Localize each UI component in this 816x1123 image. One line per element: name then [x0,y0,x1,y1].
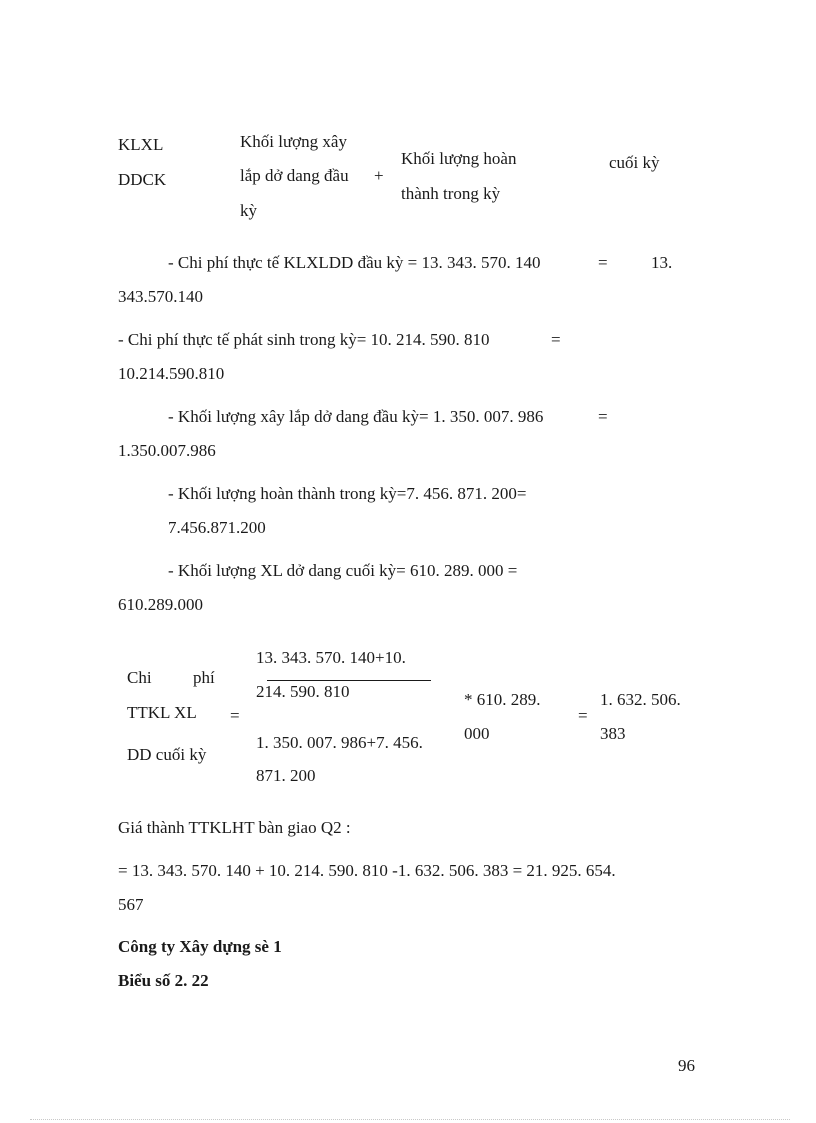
item-2-line2: 10.214.590.810 [118,364,225,383]
item-3-eq: = [598,407,608,426]
item-4-line2: 7.456.871.200 [168,518,266,537]
item-1-line2: 343.570.140 [118,287,203,306]
calc-result-line1: 1. 632. 506. [600,690,681,709]
calc-label-ttkl: TTKL XL [127,703,197,722]
gia-thanh-line2: 567 [118,895,144,914]
item-4-line1: - Khối lượng hoàn thành trong kỳ=7. 456. 871. 200= [168,484,527,503]
item-2-line1: - Chi phí thực tế phát sinh trong kỳ= 10. 214. 590. 810 [118,330,490,349]
calc-denominator-line2: 871. 200 [256,766,316,785]
formula-term1-line2: lắp dở dang đầu [240,166,349,185]
calc-multiplier-line1: * 610. 289. [464,690,541,709]
fraction-bar [267,680,431,681]
item-1-eq: = [598,253,608,272]
formula-term1-line1: Khối lượng xây [240,132,347,151]
formula-term2-line2: thành trong kỳ [401,184,501,203]
item-1-value-head: 13. [651,253,673,272]
company-heading: Công ty Xây dựng sè 1 [118,937,282,956]
formula-term2-line1: Khối lượng hoàn [401,149,517,168]
page-number: 96 [678,1056,695,1075]
formula-tail: cuối kỳ [609,153,660,172]
calc-label-chi: Chi [127,668,152,687]
formula-term1-line3: kỳ [240,201,257,220]
gia-thanh-label: Giá thành TTKLHT bàn giao Q2 : [118,818,351,837]
calc-numerator-line2: 214. 590. 810 [256,682,350,701]
calc-denominator-line1: 1. 350. 007. 986+7. 456. [256,733,423,752]
calc-label-dd: DD cuối kỳ [127,745,207,764]
calc-result-line2: 383 [600,724,626,743]
gia-thanh-line1: = 13. 343. 570. 140 + 10. 214. 590. 810 -1. 632. 506. 383 = 21. 925. 654. [118,861,616,880]
calc-eq1: = [230,706,240,725]
formula-plus: + [374,166,384,185]
calc-label-phi: phí [193,668,215,687]
page-footer-rule [30,1119,790,1120]
item-5-line1: - Khối lượng XL dở dang cuối kỳ= 610. 289. 000 = [168,561,518,580]
formula-lhs-line2: DDCK [118,170,167,189]
item-2-eq: = [551,330,561,349]
formula-lhs-line1: KLXL [118,135,164,154]
calc-numerator-line1: 13. 343. 570. 140+10. [256,648,406,667]
calc-multiplier-line2: 000 [464,724,490,743]
item-3-line2: 1.350.007.986 [118,441,216,460]
bieu-so-heading: Biểu số 2. 22 [118,971,209,990]
item-5-line2: 610.289.000 [118,595,203,614]
item-3-line1: - Khối lượng xây lắp dở dang đầu kỳ= 1. 350. 007. 986 [168,407,544,426]
item-1-line1: - Chi phí thực tế KLXLDD đầu kỳ = 13. 343. 570. 140 [168,253,541,272]
calc-eq2: = [578,706,588,725]
